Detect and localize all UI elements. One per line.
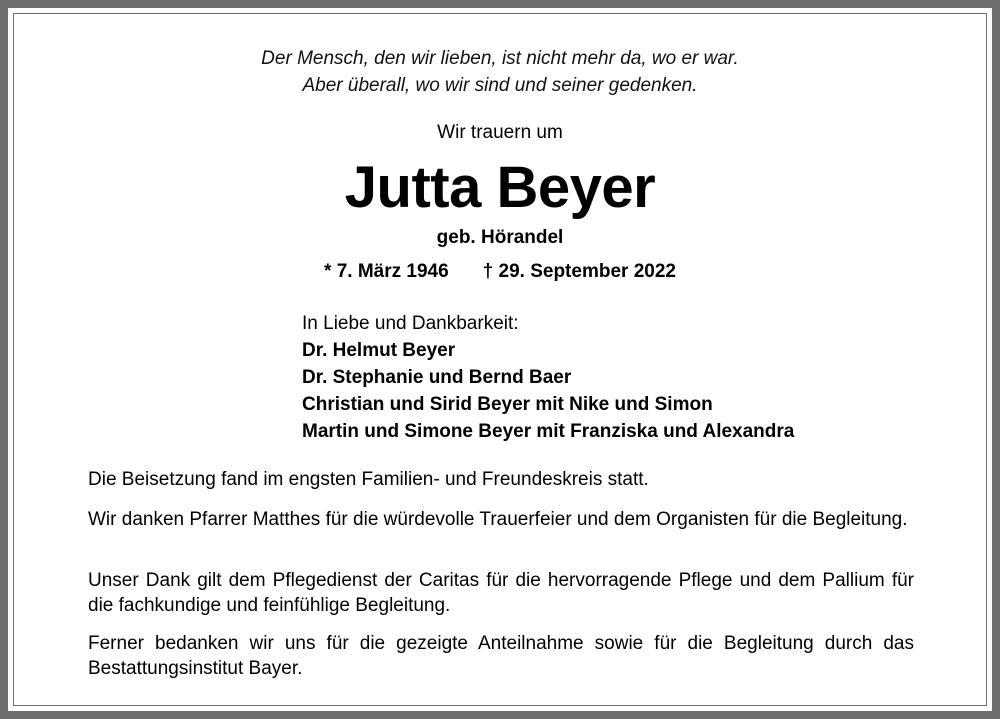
mourners-block [302, 310, 794, 445]
intro-text: Wir trauern um [437, 122, 563, 143]
mourner-name: Dr. Stephanie und Bernd Baer [302, 367, 572, 388]
birth-date: * 7. März 1946 [324, 261, 449, 282]
note-thanks-pastor: Wir danken Pfarrer Matthes für die würdevolle Trauerfeier und dem Organisten für die Begleitung. [88, 509, 908, 530]
death-date: † 29. September 2022 [482, 261, 676, 282]
note-thanks-condolences: Ferner bedanken wir uns für die gezeigte Anteilnahme sowie für die Begleitung durch das Bestattungsinstitut Bayer. [88, 633, 914, 679]
deceased-name: Jutta Beyer [344, 155, 656, 220]
mourner-name: Martin und Simone Beyer mit Franziska und Alexandra [302, 421, 795, 442]
quote-line-1: Der Mensch, den wir lieben, ist nicht mehr da, wo er war. [261, 48, 739, 69]
quote-line-2: Aber überall, wo wir sind und seiner gedenken. [302, 75, 698, 96]
mourner-name: Christian und Sirid Beyer mit Nike und Simon [302, 394, 713, 415]
mourner-name: Dr. Helmut Beyer [302, 340, 456, 361]
mourners-heading: In Liebe und Dankbarkeit: [302, 313, 519, 334]
maiden-name: geb. Hörandel [436, 227, 564, 248]
life-dates [0, 261, 1000, 283]
note-thanks-care: Unser Dank gilt dem Pflegedienst der Caritas für die hervorragende Pflege und dem Pallium für die fachkundige und feinfühlige Begleitung. [88, 570, 914, 616]
note-burial: Die Beisetzung fand im engsten Familien- und Freundeskreis statt. [88, 469, 649, 490]
